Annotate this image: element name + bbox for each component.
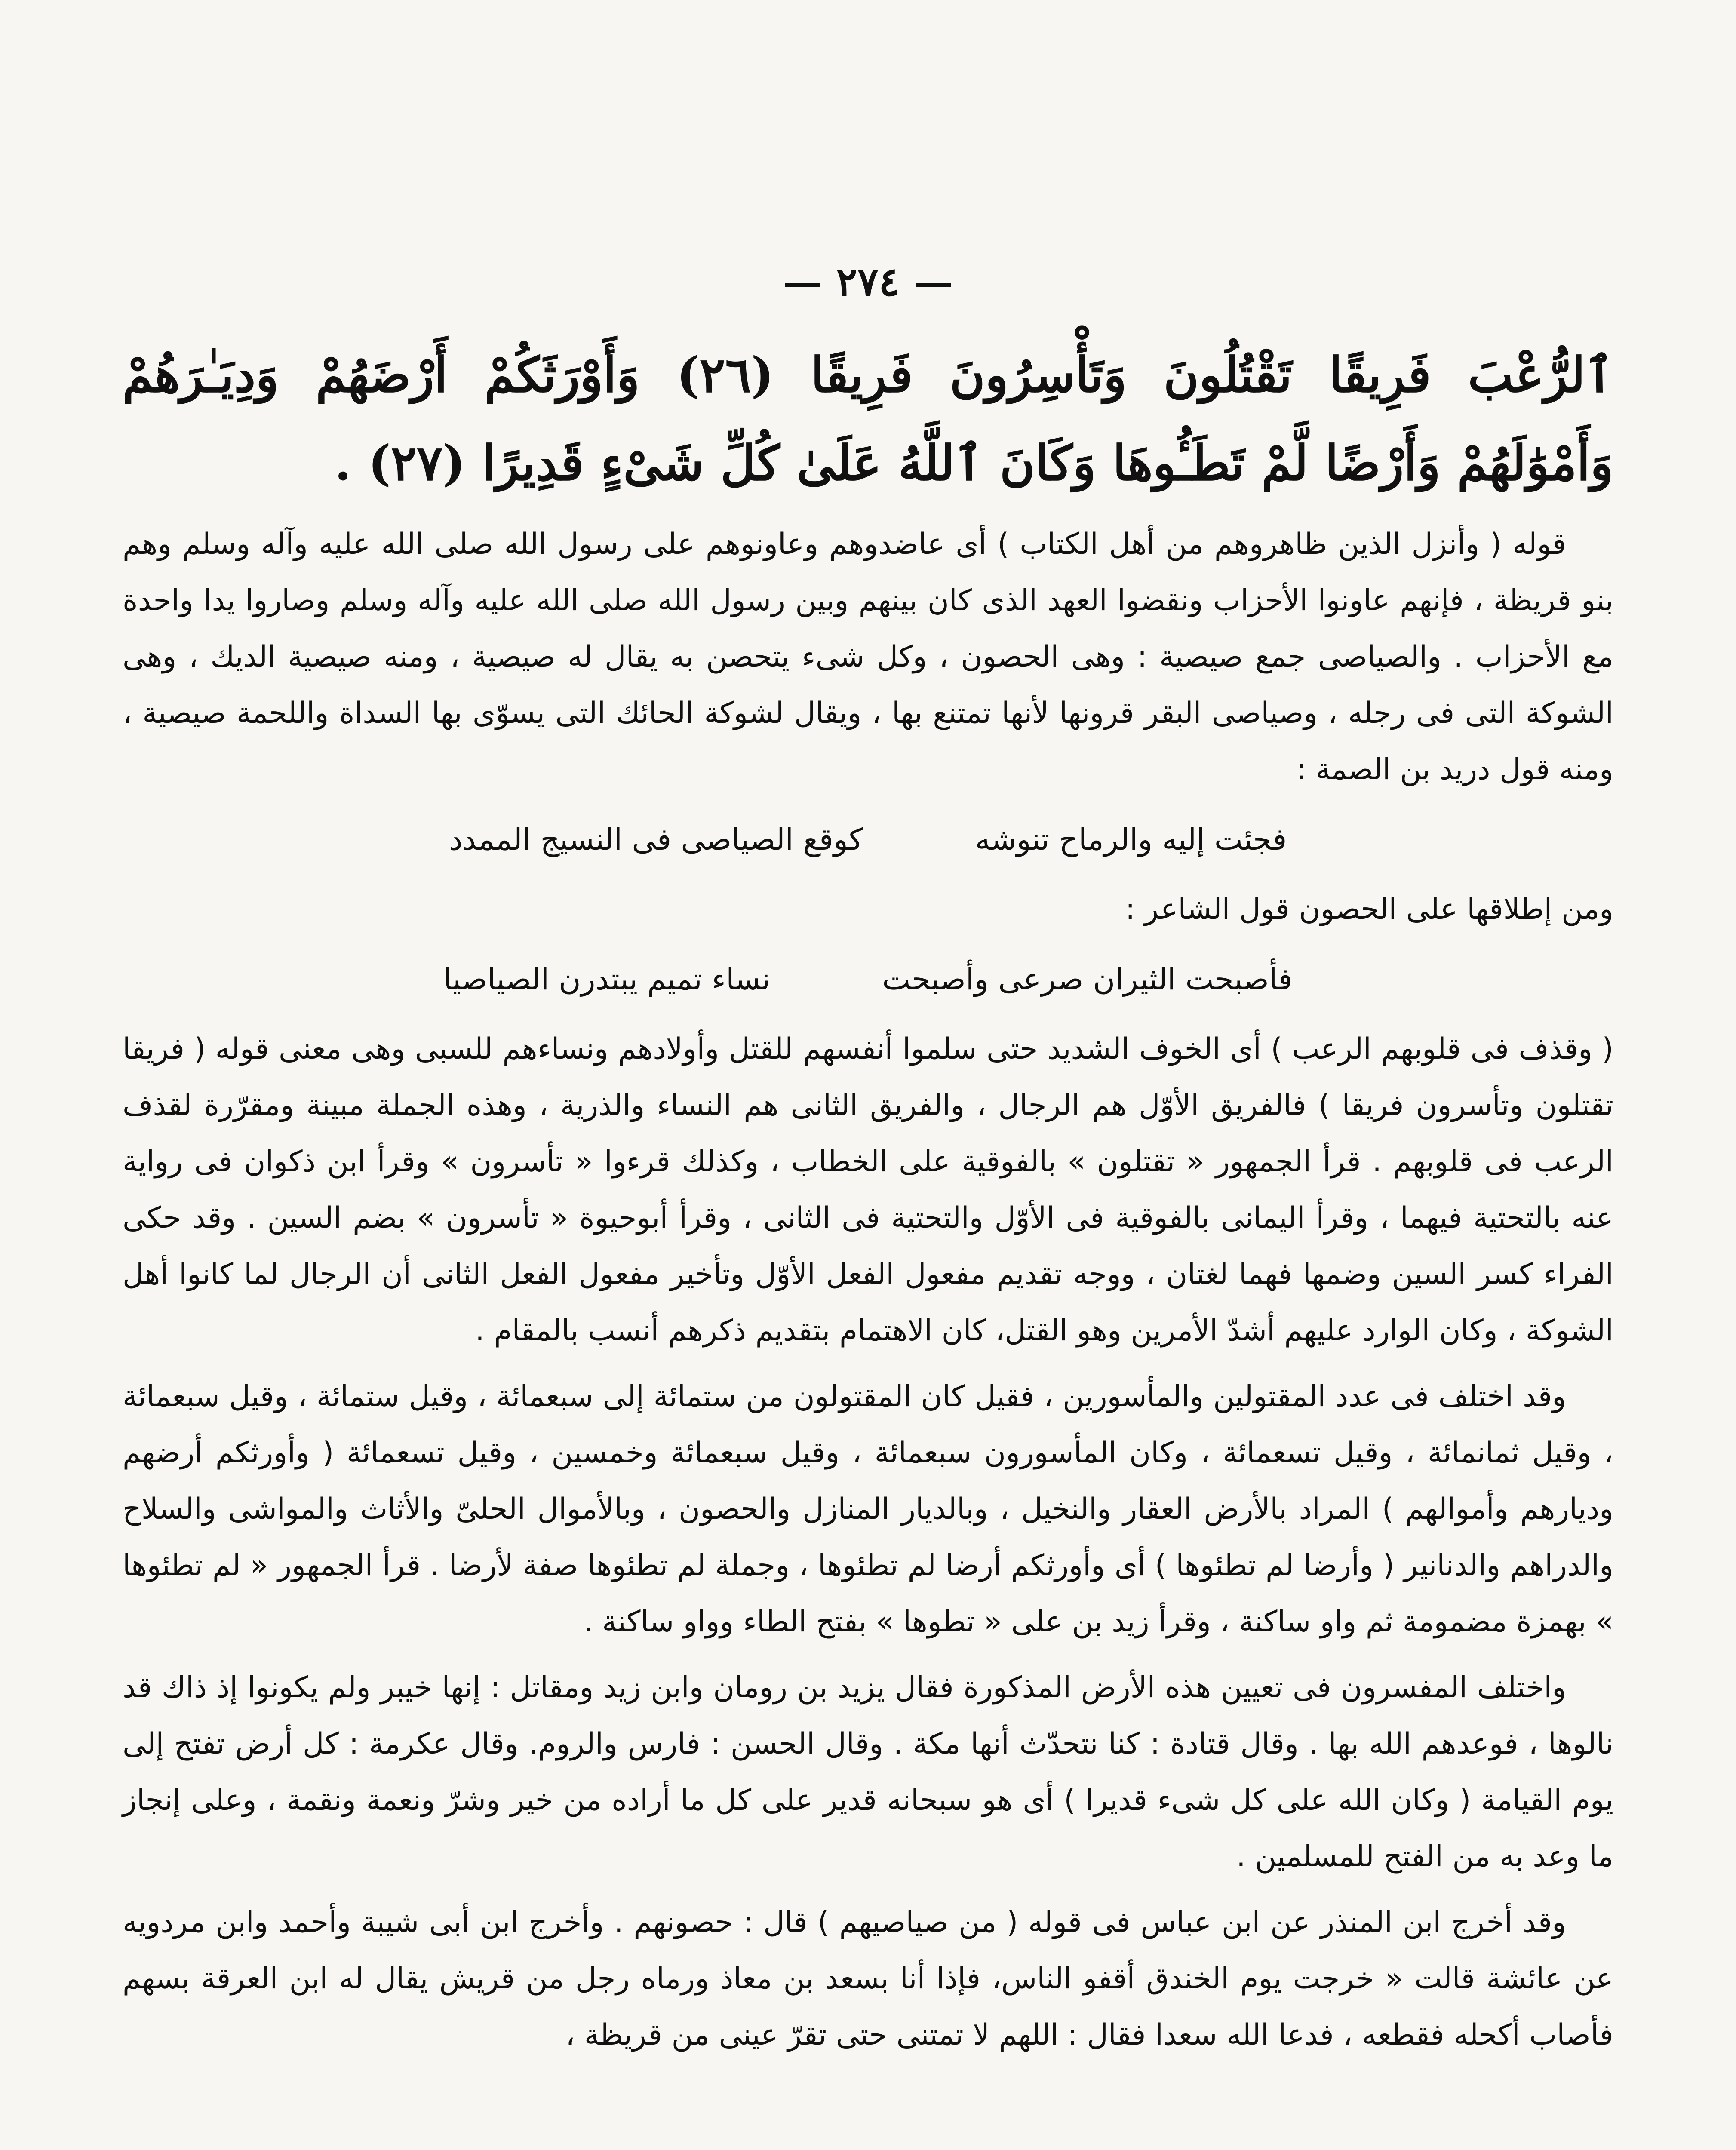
paragraph: وقد أخرج ابن المنذر عن ابن عباس فى قوله ( من صياصيهم ) قال : حصونهم . وأخرج ابن أبى شيبة وأحمد وابن مردويه عن عائشة قالت « خرجت يوم الخندق أقفو الناس، فإذا أنا بسعد بن معاذ ورماه رجل من قريش يقال له ابن العرقة بسهم فأصاب أكحله فقطعه ، فدعا الله سعدا فقال : اللهم لا تمتنى حتى تقرّ عينى من قريظة ، [123,1905,1613,2052]
paragraph: ( وقذف فى قلوبهم الرعب ) أى الخوف الشديد حتى سلموا أنفسهم للقتل وأولادهم ونساءهم للسبى وهى معنى قوله ( فريقا تقتلون وتأسرون فريقا ) فالفريق الأوّل هم الرجال ، والفريق الثانى هم النساء والذرية ، وهذه الجملة مبينة ومقرّرة لقذف الرعب فى قلوبهم . قرأ الجمهور « تقتلون » بالفوقية على الخطاب ، وكذلك قرءوا « تأسرون » وقرأ ابن ذكوان فى رواية عنه بالتحتية فيهما ، وقرأ اليمانى بالفوقية فى الأوّل والتحتية فى الثانى ، وقرأ أبوحيوة « تأسرون » بضم السين . وقد حكى الفراء كسر السين وضمها فهما لغتان ، ووجه تقديم مفعول الفعل الأوّل وتأخير مفعول الفعل الثانى أن الرجال لما كانوا أهل الشوكة ، وكان الوارد عليهم أشدّ الأمرين وهو القتل، كان الاهتمام بتقديم ذكرهم أنسب بالمقام . [123,1032,1613,1348]
poem-second-hemistich: كوقع الصياصى فى النسيج الممدد [449,822,863,857]
poem-line [123,947,1613,1011]
paragraph: قوله ( وأنزل الذين ظاهروهم من أهل الكتاب ) أى عاضدوهم وعاونوهم على رسول الله صلى الله عليه وآله وسلم وهم بنو قريظة ، فإنهم عاونوا الأحزاب ونقضوا العهد الذى كان بينهم وبين رسول الله صلى الله عليه وآله وسلم وصاروا يدا واحدة مع الأحزاب . والصياصى جمع صيصية : وهى الحصون ، وكل شىء يتحصن به يقال له صيصية ، ومنه صيصية الديك ، وهى الشوكة التى فى رجله ، وصياصى البقر قرونها لأنها تمتنع بها ، ويقال لشوكة الحائك التى يسوّى بها السداة واللحمة صيصية ، ومنه قول دريد بن الصمة : [123,527,1613,786]
poem-first-hemistich: فأصبحت الثيران صرعى وأصبحت [882,961,1293,997]
page-number: — ٢٧٤ — [783,258,953,305]
paragraph: ومن إطلاقها على الحصون قول الشاعر : [1125,892,1613,926]
poem-second-hemistich: نساء تميم يبتدرن الصياصيا [443,961,771,997]
quran-verse: ٱلرُّعْبَ فَرِيقًا تَقْتُلُونَ وَتَأْسِرُونَ فَرِيقًا (٢٦) وَأَوْرَثَكُمْ أَرْضَهُمْ وَدِيَـٰرَهُمْ وَأَمْوَٰلَهُمْ وَأَرْضًا لَّمْ تَطَـُٔوهَا وَكَانَ ٱللَّهُ عَلَىٰ كُلِّ شَىْءٍ قَدِيرًا (٢٧) . [123,347,1613,491]
poem-first-hemistich: فجئت إليه والرماح تنوشه [975,822,1287,857]
poem-line [123,807,1613,872]
paragraph: واختلف المفسرون فى تعيين هذه الأرض المذكورة فقال يزيد بن رومان وابن زيد ومقاتل : إنها خيبر ولم يكونوا إذ ذاك قد نالوها ، فوعدهم الله بها . وقال قتادة : كنا نتحدّث أنها مكة . وقال الحسن : فارس والروم. وقال عكرمة : كل أرض تفتح إلى يوم القيامة ( وكان الله على كل شىء قديرا ) أى هو سبحانه قدير على كل ما أراده من خير وشرّ ونعمة ونقمة ، وعلى إنجاز ما وعد به من الفتح للمسلمين . [123,1671,1613,1874]
paragraph: وقد اختلف فى عدد المقتولين والمأسورين ، فقيل كان المقتولون من ستمائة إلى سبعمائة ، وقيل ستمائة ، وقيل سبعمائة ، وقيل ثمانمائة ، وقيل تسعمائة ، وكان المأسورون سبعمائة ، وقيل سبعمائة وخمسين ، وقيل تسعمائة ( وأورثكم أرضهم وديارهم وأموالهم ) المراد بالأرض العقار والنخيل ، وبالديار المنازل والحصون ، وبالأموال الحلىّ والأثاث والمواشى والسلاح والدراهم والدنانير ( وأرضا لم تطئوها ) أى وأورثكم أرضا لم تطئوها ، وجملة لم تطئوها صفة لأرضا . قرأ الجمهور « لم تطئوها » بهمزة مضمومة ثم واو ساكنة ، وقرأ زيد بن على « تطوها » بفتح الطاء وواو ساكنة . [123,1379,1613,1639]
